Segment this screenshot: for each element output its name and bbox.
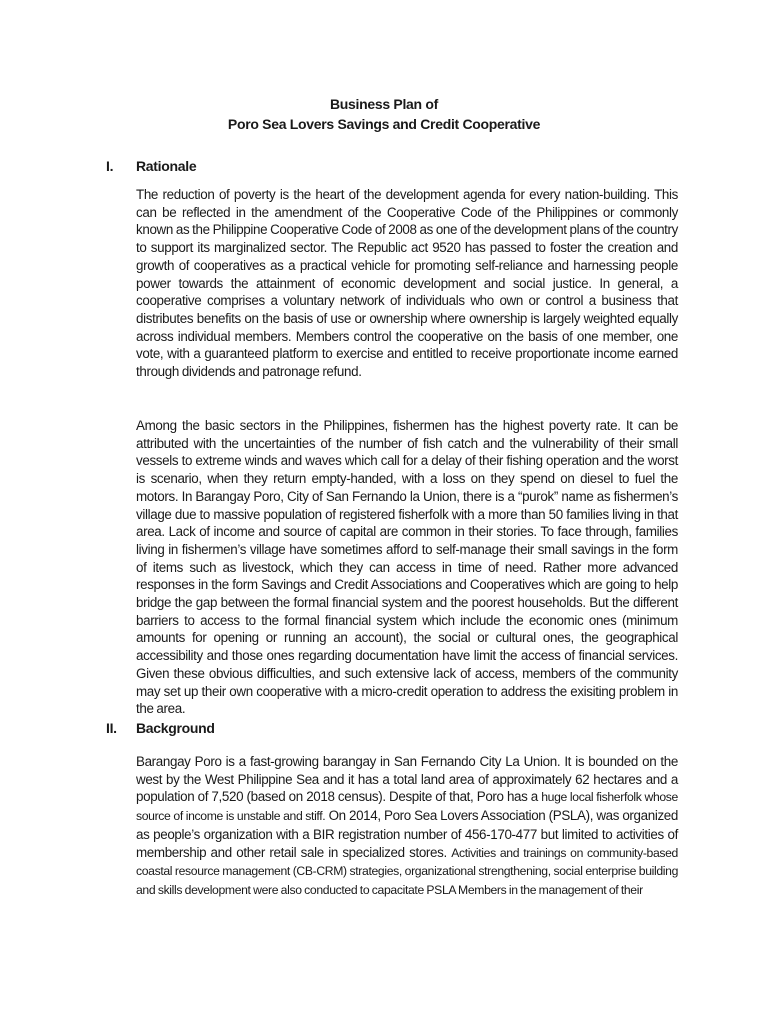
background-text-d: Activities and trainings on community-based coastal resource management (CB-CRM) strategies, organizational strengthening, social enterprise building and skills development were also conducted to capacitate PSLA Members in the management of their [136, 845, 678, 897]
section-number: II. [106, 720, 117, 736]
title-line-2: Poro Sea Lovers Savings and Credit Cooperative [227, 116, 541, 132]
rationale-paragraph-1: The reduction of poverty is the heart of the development agenda for every nation-building. This can be reflected in the amendment of the Cooperative Code of the Philippines or commonly known as the Philippine Cooperative Code of 2008 as one of the development plans of the country to support its marginalized sector. The Republic act 9520 has passed to foster the creation and growth of cooperatives as a practical vehicle for promoting self-reliance and harnessing people power towards the attainment of economic development and social justice. In general, a cooperative comprises a voluntary network of individuals who own or control a business that distributes benefits on the basis of use or ownership where ownership is largely weighted equally across individual members. Members control the cooperative on the basis of one member, one vote, with a guaranteed platform to exercise and entitled to receive proportionate income earned through dividends and patronage refund. [136, 187, 678, 380]
background-paragraph [136, 753, 678, 900]
section-title: Rationale [136, 158, 197, 174]
rationale-paragraph-2: Among the basic sectors in the Philippines, fishermen has the highest poverty rate. It can be attributed with the uncertainties of the number of fish catch and the vulnerability of their small vessels to extreme winds and waves which call for a delay of their fishing operation and the worst is scenario, when they return empty-handed, with a loss on they spend on diesel to fuel the motors. In Barangay Poro, City of San Fernando la Union, there is a “purok” name as fishermen’s village due to massive population of registered fisherfolk with a more than 50 families living in that area. Lack of income and source of capital are common in their stories. To face through, families living in fishermen’s village have sometimes afford to self-manage their small savings in the form of items such as livestock, which they can access in time of need. Rather more advanced responses in the form Savings and Credit Associations and Cooperatives which are going to help bridge the gap between the formal financial system and the poorest households. But the different barriers to access to the formal financial system which include the economic ones (minimum amounts for opening or running an account), the social or cultural ones, the geographical accessibility and those ones regarding documentation have limit the access of financial services. Given these obvious difficulties, and such extensive lack of access, members of the community may set up their own cooperative with a micro-credit operation to address the exisiting problem in the area. [136, 418, 678, 717]
document-title [0, 94, 768, 134]
background-text-b: huge local fisherfolk whose source of income is unstable and stiff. [136, 790, 678, 824]
background-text-c: On 2014, Poro Sea Lovers Association (PSLA), was organized as people’s organization with a BIR registration number of 456-170-477 but limited to activities of membership and other retail sale in specialized stores. [136, 808, 678, 860]
title-line-1: Business Plan of [329, 96, 438, 112]
section-title: Background [136, 720, 215, 736]
section-heading-background [106, 720, 215, 736]
background-text-a: Barangay Poro is a fast-growing barangay in San Fernando City La Union. It is bounded on the west by the West Philippine Sea and it has a total land area of approximately 62 hectares and a population of 7,520 (based on 2018 census). Despite of that, Poro has a [136, 754, 678, 805]
section-number: I. [106, 158, 114, 174]
section-heading-rationale [106, 158, 196, 174]
